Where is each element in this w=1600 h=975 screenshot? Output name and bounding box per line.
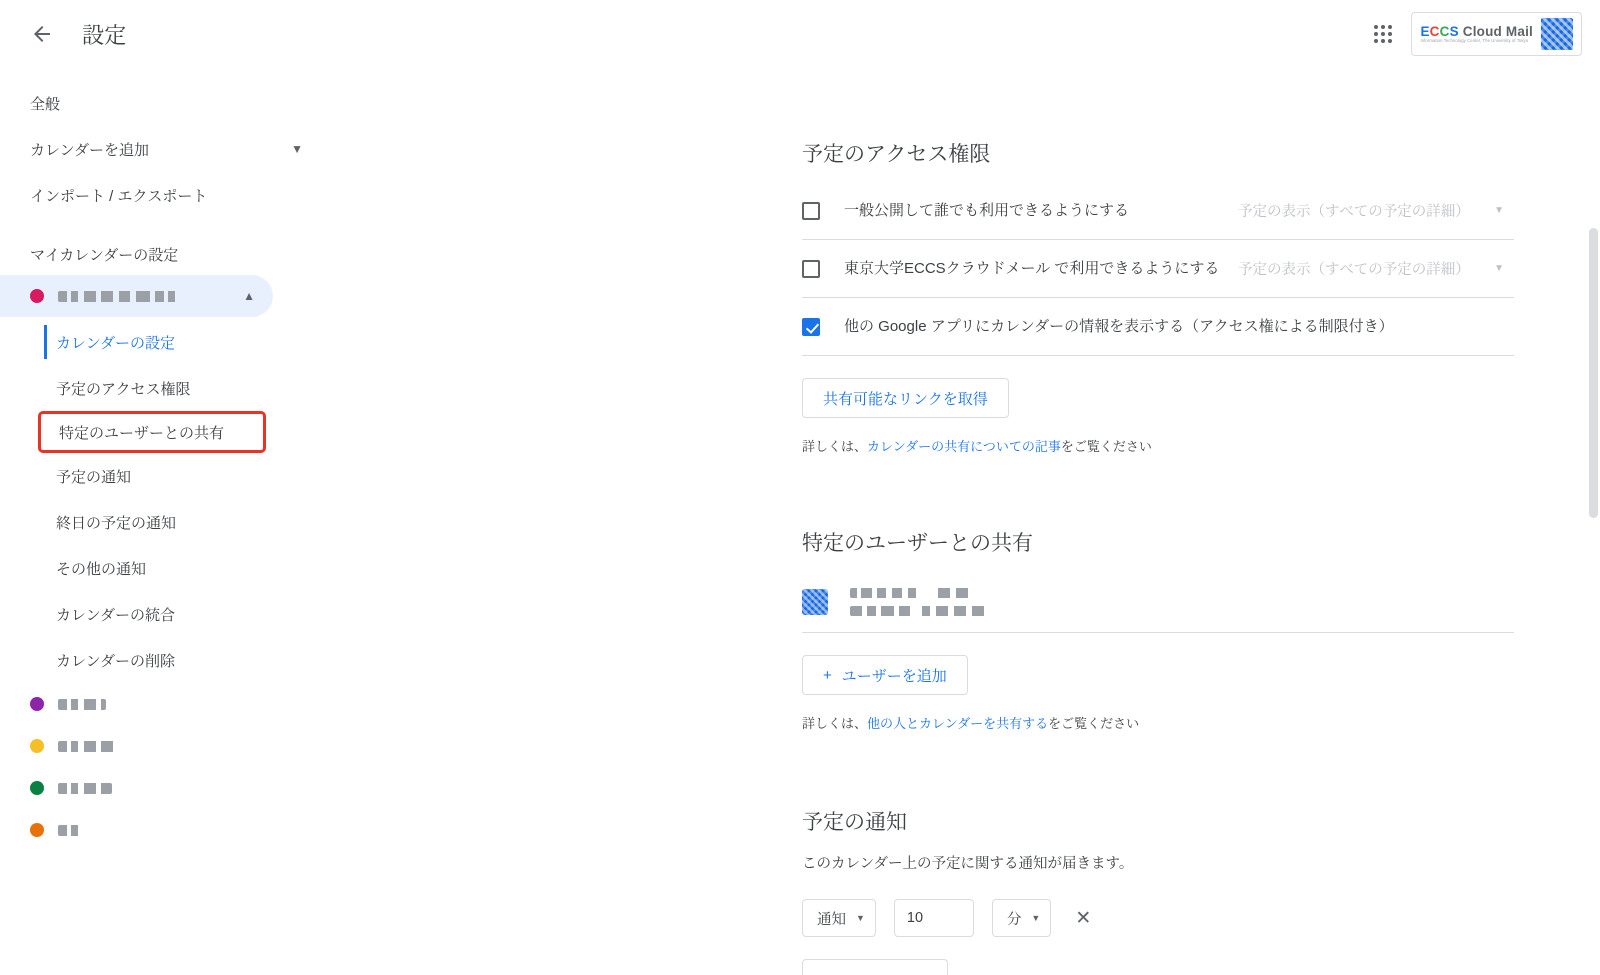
button-label: 共有可能なリンクを取得: [823, 390, 988, 408]
sidebar-item-label: 予定のアクセス権限: [56, 380, 191, 398]
select-value: 予定の表示（すべての予定の詳細）: [1238, 204, 1470, 220]
permission-label: 東京大学ECCSクラウドメール で利用できるようにする: [844, 259, 1220, 277]
notification-type-select[interactable]: [802, 899, 876, 937]
sidebar-item-label: 予定の通知: [56, 468, 132, 486]
select-value: 分: [1006, 911, 1022, 928]
add-user-button[interactable]: [802, 655, 968, 695]
sidebar-calendar-selected[interactable]: [0, 275, 273, 317]
user-avatar-icon: [802, 589, 828, 615]
shared-user-email-redacted: [850, 606, 1082, 616]
apps-grid-dots: [1374, 25, 1392, 43]
calendar-color-dot: [30, 781, 44, 795]
page-scrollbar[interactable]: [1586, 68, 1600, 906]
helper-suffix: をご覧ください: [1060, 439, 1152, 454]
back-arrow-icon[interactable]: [18, 10, 66, 58]
google-apps-access-checkbox[interactable]: [802, 318, 820, 336]
sidebar-calendar-other[interactable]: [0, 683, 273, 725]
sidebar-item-label: カレンダーの統合: [56, 606, 176, 624]
page-title: 設定: [82, 22, 127, 48]
sidebar-calendar-other[interactable]: [0, 809, 273, 851]
calendar-name-redacted: [58, 291, 178, 302]
event-notifications-description: このカレンダー上の予定に関する通知が届きます。: [802, 856, 1134, 872]
shared-user-row[interactable]: [802, 571, 1514, 633]
public-access-checkbox[interactable]: [802, 202, 820, 220]
select-value: 予定の表示（すべての予定の詳細）: [1238, 262, 1470, 278]
share-with-users-helper: [802, 713, 1514, 732]
sidebar-item-label: カレンダーの設定: [56, 334, 176, 352]
organization-visibility-select[interactable]: [1226, 250, 1514, 288]
sidebar-item-add-calendar[interactable]: [0, 126, 325, 172]
apps-grid-icon[interactable]: [1361, 12, 1405, 56]
chevron-down-icon: ▼: [856, 913, 865, 923]
permission-row-organization: [802, 240, 1514, 298]
sidebar-item-general[interactable]: [0, 80, 325, 126]
organization-access-checkbox[interactable]: [802, 260, 820, 278]
brand-account-chip[interactable]: [1411, 12, 1582, 56]
access-permissions-block: [802, 182, 1514, 455]
calendar-color-dot: [30, 739, 44, 753]
public-visibility-select[interactable]: [1226, 192, 1514, 230]
share-with-users-block: [802, 571, 1514, 732]
calendar-name-redacted: [58, 699, 106, 710]
brand-text: [1420, 25, 1533, 44]
permission-label: 他の Google アプリにカレンダーの情報を表示する（アクセス権による制限付き）: [844, 317, 1394, 335]
section-title-access-permissions: 予定のアクセス権限: [802, 143, 991, 166]
chevron-down-icon: ▼: [1494, 263, 1504, 274]
scrollbar-thumb[interactable]: [1589, 228, 1598, 518]
sidebar-section-my-calendars: マイカレンダーの設定: [30, 247, 179, 264]
event-notifications-block: [802, 852, 1514, 975]
calendar-color-dot: [30, 697, 44, 711]
sidebar-item-remove-calendar[interactable]: [0, 637, 325, 683]
sidebar-item-calendar-settings[interactable]: [0, 319, 325, 365]
sidebar-item-label: カレンダーの削除: [56, 652, 176, 670]
select-value: 通知: [817, 911, 846, 928]
shared-user-name-redacted: [850, 588, 1055, 598]
sidebar-item-other-notifications[interactable]: [0, 545, 325, 591]
brand-title: ECCS Cloud Mail: [1420, 23, 1533, 39]
settings-body: [0, 68, 1600, 929]
sidebar-item-import-export[interactable]: [0, 172, 325, 218]
helper-prefix: 詳しくは、: [802, 716, 868, 731]
sidebar-item-label: カレンダーを追加: [30, 141, 150, 159]
permission-row-google-apps: [802, 298, 1514, 356]
plus-icon: +: [823, 666, 832, 684]
sidebar-item-label: インポート / エクスポート: [30, 187, 208, 205]
shared-user-info-redacted: [850, 588, 1082, 616]
settings-content: [325, 68, 1600, 929]
sidebar-item-label: 特定のユーザーとの共有: [59, 424, 225, 442]
calendar-color-dot: [30, 823, 44, 837]
sidebar-item-calendar-integration[interactable]: [0, 591, 325, 637]
chevron-down-icon: ▼: [1494, 205, 1504, 216]
calendar-name-redacted: [58, 783, 112, 794]
helper-suffix: をご覧ください: [1048, 716, 1140, 731]
sidebar-item-share-with-users[interactable]: [38, 411, 266, 453]
sidebar-item-label: その他の通知: [56, 560, 147, 578]
app-header: [0, 0, 1600, 68]
sidebar-item-label: 全般: [30, 95, 61, 113]
get-shareable-link-button[interactable]: [802, 378, 1009, 418]
chevron-down-icon: ▼: [291, 142, 303, 156]
sidebar-calendar-other[interactable]: [0, 725, 273, 767]
settings-sidebar: [0, 68, 325, 906]
sidebar-item-event-notifications[interactable]: [0, 453, 325, 499]
brand-subtitle: Information Technology Center, The University of Tokyo: [1420, 37, 1529, 43]
header-right-group: [1361, 12, 1582, 56]
sidebar-calendar-other[interactable]: [0, 767, 273, 809]
add-notification-button-partial[interactable]: [802, 959, 948, 975]
calendar-name-redacted: [58, 825, 84, 836]
calendar-name-redacted: [58, 741, 116, 752]
button-label: ユーザーを追加: [841, 667, 947, 685]
calendar-sharing-help-link[interactable]: カレンダーの共有についての記事: [867, 439, 1061, 454]
section-title-event-notifications: 予定の通知: [802, 811, 907, 834]
close-icon[interactable]: ✕: [1075, 907, 1092, 929]
calendar-color-dot: [30, 289, 44, 303]
sidebar-item-all-day-notifications[interactable]: [0, 499, 325, 545]
chevron-down-icon: ▼: [1031, 913, 1041, 923]
chevron-up-icon[interactable]: ▲: [243, 289, 255, 303]
permission-label: 一般公開して誰でも利用できるようにする: [844, 201, 1130, 219]
access-permissions-helper: [802, 436, 1514, 455]
notification-unit-select[interactable]: [992, 899, 1051, 937]
notification-amount-input[interactable]: [894, 899, 974, 937]
helper-prefix: 詳しくは、: [802, 439, 868, 454]
permission-row-public: [802, 182, 1514, 240]
sidebar-item-access-permissions[interactable]: [0, 365, 325, 411]
sidebar-item-label: 終日の予定の通知: [56, 514, 177, 532]
section-title-share-with-users: 特定のユーザーとの共有: [802, 532, 1033, 555]
avatar[interactable]: [1541, 18, 1573, 50]
notification-row: [802, 899, 1514, 937]
share-calendar-help-link[interactable]: 他の人とカレンダーを共有する: [867, 716, 1049, 731]
calendar-subnav: [0, 319, 325, 683]
